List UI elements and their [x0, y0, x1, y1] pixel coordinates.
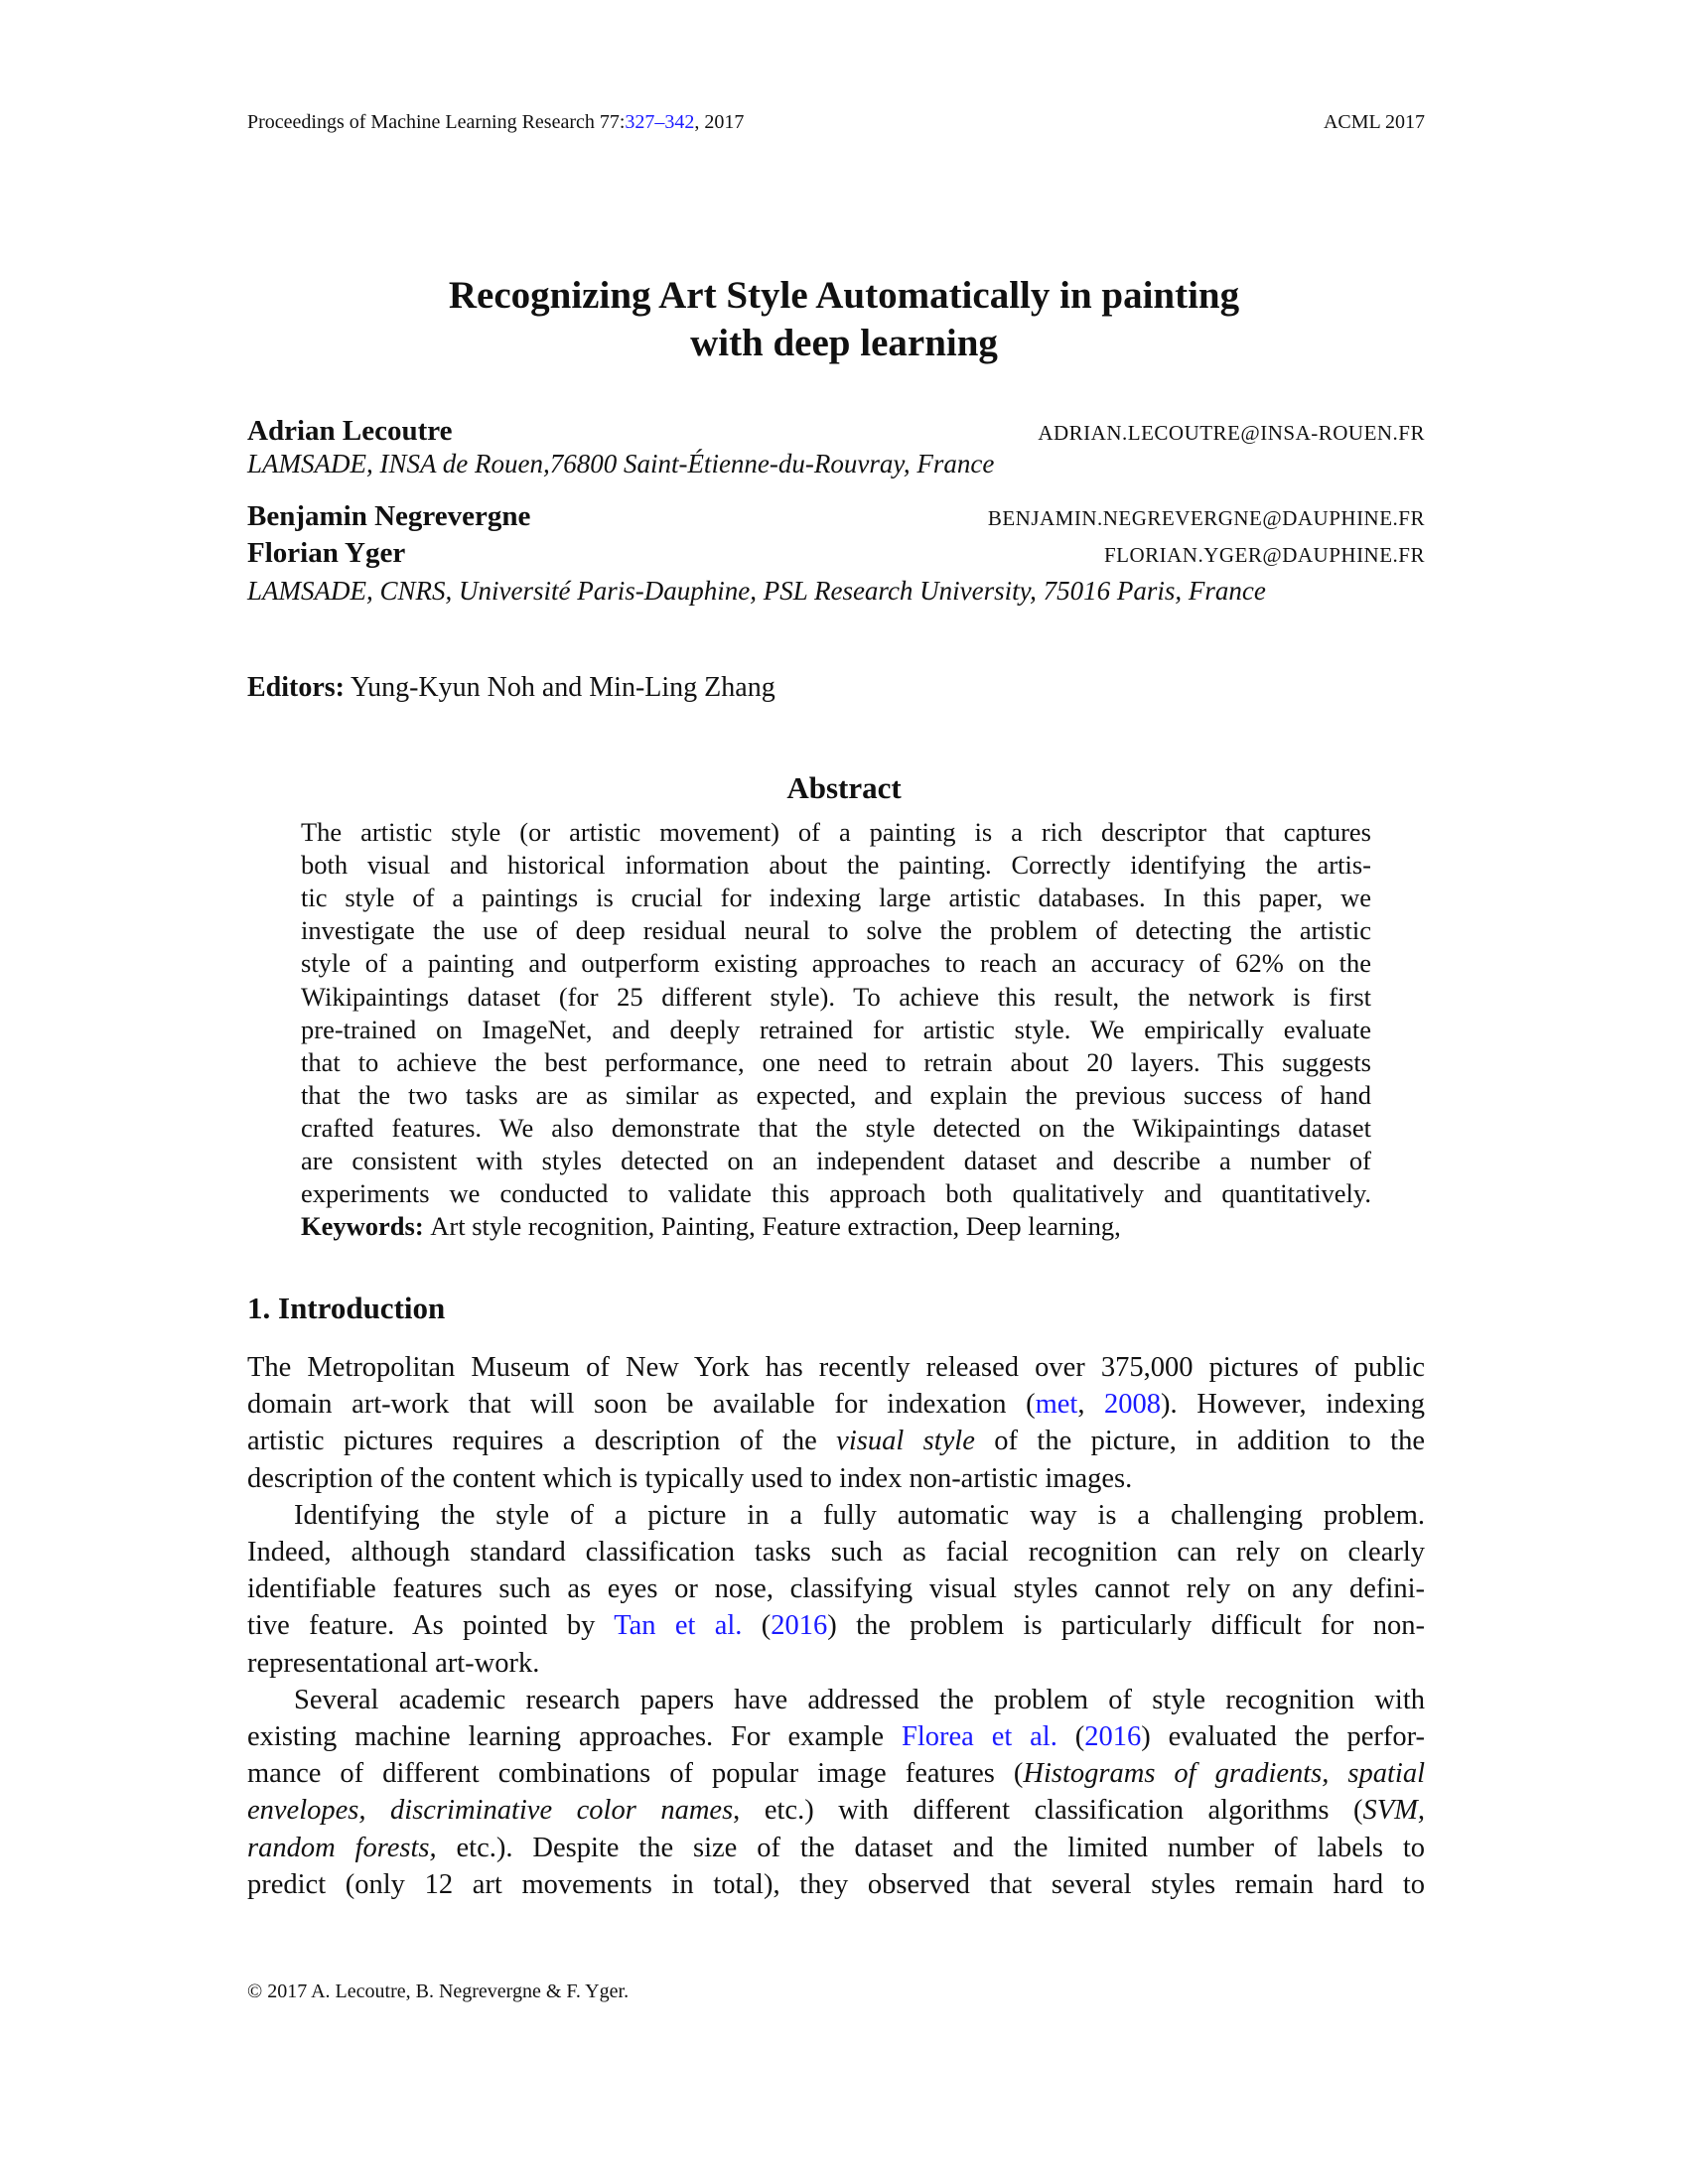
- text-segment: Art style recognition, Painting, Feature extraction, Deep learning,: [430, 1211, 1121, 1242]
- text-line: [247, 1460, 1425, 1497]
- text-segment: experiments we conducted to validate this approach both qualitatively and quantitatively.: [301, 1178, 1371, 1209]
- editors-names: Yung-Kyun Noh and Min-Ling Zhang: [350, 672, 775, 703]
- text-segment: ) evaluated the perfor-: [1141, 1721, 1425, 1752]
- text-line: [247, 1386, 1425, 1423]
- text-segment: tive feature. As pointed by: [247, 1610, 615, 1642]
- text-line: [301, 1046, 1371, 1079]
- text-segment: investigate the use of deep residual neural to solve the problem of detecting the artistic: [301, 915, 1371, 946]
- text-line: [247, 1349, 1425, 1386]
- text-line: [301, 1210, 1371, 1243]
- journal-name: Proceedings of Machine Learning Research 77:: [247, 111, 626, 133]
- text-segment: envelopes, discriminative color names: [247, 1795, 734, 1827]
- text-segment: that the two tasks are as similar as expected, and explain the previous success of hand: [301, 1079, 1371, 1110]
- text-line: [301, 1079, 1371, 1112]
- text-line: [247, 1755, 1425, 1792]
- text-line: [294, 1497, 1425, 1534]
- paper-title-line1: Recognizing Art Style Automatically in painting: [448, 274, 1240, 317]
- text-segment: that to achieve the best performance, one need to retrain about 20 layers. This suggests: [301, 1046, 1371, 1077]
- text-segment: visual style: [836, 1426, 975, 1457]
- text-segment: existing machine learning approaches. For example: [247, 1721, 902, 1752]
- text-line: [301, 947, 1371, 980]
- text-segment: crafted features. We also demonstrate that the style detected on the Wikipaintings dataset: [301, 1112, 1371, 1143]
- text-segment: representational art-work.: [247, 1647, 540, 1679]
- text-line: [247, 1570, 1425, 1607]
- text-line: [301, 914, 1371, 947]
- text-segment: The Metropolitan Museum of New York has recently released over 375,000 pictures of public: [247, 1352, 1425, 1383]
- text-segment: Several academic research papers have addressed the problem of style recognition with: [294, 1684, 1425, 1715]
- text-segment: Histograms of gradients, spatial: [1023, 1758, 1425, 1790]
- text-segment: random forests,: [247, 1832, 437, 1863]
- keywords-label: Keywords:: [301, 1211, 431, 1242]
- journal-year: , 2017: [694, 111, 745, 133]
- text-line: [301, 882, 1371, 914]
- author-email[interactable]: FLORIAN.YGER@DAUPHINE.FR: [1103, 543, 1425, 567]
- text-line: [247, 1866, 1425, 1903]
- text-line: [247, 1534, 1425, 1570]
- text-segment: of the picture, in addition to the: [974, 1426, 1425, 1457]
- text-line: [301, 1145, 1371, 1177]
- text-segment: are consistent with styles detected on an independent dataset and describe a number of: [301, 1146, 1371, 1175]
- text-segment: artistic pictures requires a description of the: [247, 1426, 837, 1457]
- text-segment: ). However, indexing: [1161, 1389, 1425, 1421]
- citation-link[interactable]: 2016: [771, 1610, 828, 1642]
- copyright-footer: © 2017 A. Lecoutre, B. Negrevergne & F. Yger.: [247, 1980, 630, 2002]
- author-affiliation: LAMSADE, CNRS, Université Paris-Dauphine, PSL Research University, 75016 Paris, France: [247, 576, 1266, 606]
- citation-link[interactable]: Florea et al.: [901, 1721, 1057, 1752]
- author-email[interactable]: ADRIAN.LECOUTRE@INSA-ROUEN.FR: [1038, 421, 1425, 445]
- text-line: [247, 1607, 1425, 1644]
- running-header-journal: [247, 111, 744, 134]
- text-segment: identifiable features such as eyes or nose, classifying visual styles cannot rely on any defini-: [247, 1573, 1425, 1605]
- text-line: [294, 1682, 1425, 1718]
- text-line: [301, 849, 1371, 882]
- text-line: [247, 1423, 1425, 1459]
- text-segment: mance of different combinations of popular image features (: [247, 1758, 1024, 1790]
- citation-link[interactable]: met: [1035, 1389, 1078, 1421]
- text-segment: etc.). Despite the size of the dataset and the limited number of labels to: [436, 1832, 1426, 1863]
- author-name: Adrian Lecoutre: [247, 415, 453, 447]
- citation-link[interactable]: 2016: [1084, 1721, 1142, 1752]
- text-line: [301, 1014, 1371, 1046]
- text-line: [301, 1177, 1371, 1210]
- editors-label: Editors:: [247, 672, 345, 703]
- citation-link[interactable]: 2008: [1104, 1389, 1162, 1421]
- text-segment: (: [1056, 1721, 1085, 1752]
- editors-line: [247, 672, 775, 704]
- text-segment: The artistic style (or artistic movement) of a painting is a rich descriptor that captures: [301, 817, 1371, 847]
- text-segment: description of the content which is typically used to index non-artistic images.: [247, 1462, 1133, 1494]
- text-line: [247, 1645, 1425, 1682]
- text-segment: style of a painting and outperform existing approaches to reach an accuracy of 62% on the: [301, 948, 1371, 979]
- text-segment: Indeed, although standard classification tasks such as facial recognition can rely on clearly: [247, 1537, 1425, 1568]
- text-segment: pre-trained on ImageNet, and deeply retrained for artistic style. We empirically evaluate: [301, 1014, 1371, 1044]
- text-segment: Identifying the style of a picture in a fully automatic way is a challenging problem.: [294, 1499, 1425, 1531]
- author-email[interactable]: BENJAMIN.NEGREVERGNE@DAUPHINE.FR: [987, 506, 1425, 530]
- author-name: Florian Yger: [247, 537, 406, 569]
- text-line: [301, 816, 1371, 849]
- section-heading-introduction: 1. Introduction: [247, 1291, 446, 1325]
- text-line: [247, 1718, 1425, 1755]
- text-segment: SVM,: [1362, 1795, 1425, 1827]
- text-segment: , etc.) with different classification algorithms (: [733, 1795, 1363, 1827]
- text-segment: ,: [1077, 1389, 1105, 1421]
- paper-title-line2: with deep learning: [690, 322, 998, 364]
- text-line: [247, 1830, 1425, 1866]
- running-header-conference: ACML 2017: [1323, 111, 1425, 133]
- text-line: [247, 1792, 1425, 1829]
- citation-link[interactable]: Tan et al.: [614, 1610, 743, 1642]
- text-segment: predict (only 12 art movements in total), they observed that several styles remain hard to: [247, 1868, 1425, 1900]
- abstract-heading: Abstract: [786, 770, 902, 805]
- author-affiliation: LAMSADE, INSA de Rouen,76800 Saint-Étienne-du-Rouvray, France: [247, 449, 995, 478]
- text-line: [301, 981, 1371, 1014]
- pages-link[interactable]: 327–342: [625, 111, 695, 133]
- text-segment: tic style of a paintings is crucial for indexing large artistic databases. In this paper, we: [301, 883, 1371, 913]
- text-segment: both visual and historical information about the painting. Correctly identifying the artis-: [301, 850, 1371, 881]
- author-name: Benjamin Negrevergne: [247, 500, 531, 532]
- text-segment: ) the problem is particularly difficult for non-: [827, 1610, 1425, 1642]
- text-line: [301, 1112, 1371, 1145]
- text-segment: (: [742, 1610, 772, 1642]
- text-segment: domain art-work that will soon be available for indexation (: [247, 1389, 1036, 1421]
- text-segment: Wikipaintings dataset (for 25 different style). To achieve this result, the network is first: [301, 981, 1371, 1012]
